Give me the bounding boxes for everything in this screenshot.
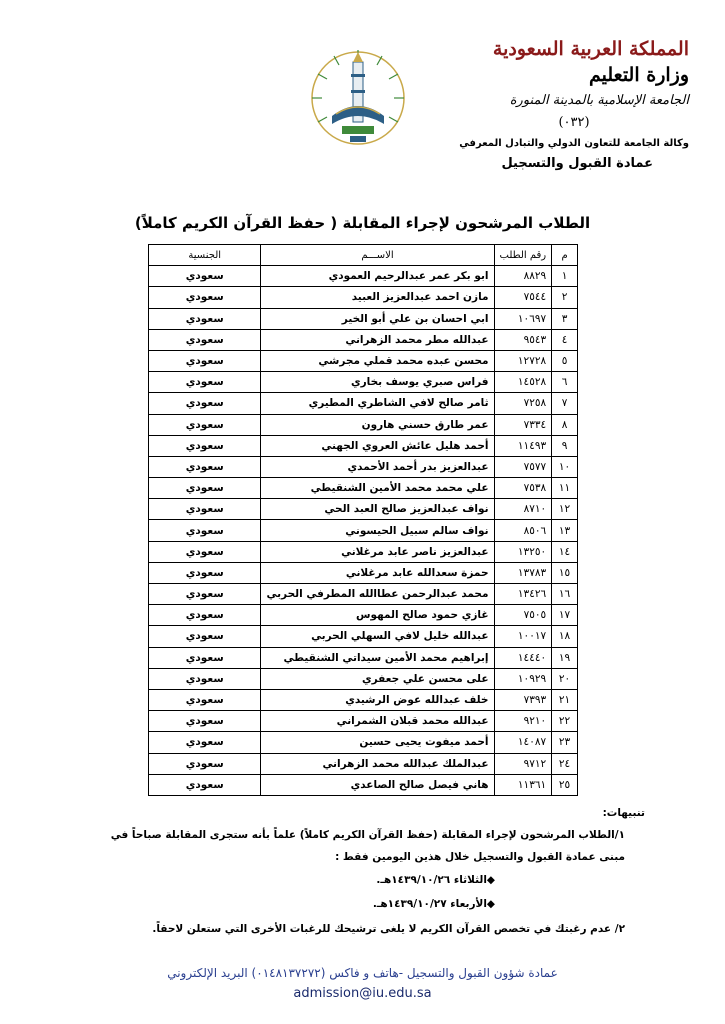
- application-number-cell: ١١٣٦١: [494, 774, 552, 795]
- table-row: [149, 372, 578, 393]
- row-number-cell: ١٥: [552, 562, 578, 583]
- table-row: [149, 287, 578, 308]
- nationality-cell: سعودي: [149, 647, 261, 668]
- table-row: [149, 605, 578, 626]
- agency-name: وكالة الجامعة للتعاون الدولي والتبادل المعرفي: [459, 138, 689, 149]
- row-number-cell: ١٧: [552, 605, 578, 626]
- application-number-cell: ١٤٥٢٨: [494, 372, 552, 393]
- application-number-cell: ٧٢٥٨: [494, 393, 552, 414]
- islamic-university-emblem-icon: [304, 44, 412, 152]
- application-number-cell: ١١٤٩٣: [494, 435, 552, 456]
- student-name-cell: عبدالملك عبدالله محمد الزهراني: [261, 753, 494, 774]
- nationality-cell: سعودي: [149, 541, 261, 562]
- application-number-cell: ١٤٤٤٠: [494, 647, 552, 668]
- application-number-cell: ٨٥٠٦: [494, 520, 552, 541]
- nationality-cell: سعودي: [149, 372, 261, 393]
- application-number-cell: ٩٢١٠: [494, 711, 552, 732]
- row-number-cell: ٢٤: [552, 753, 578, 774]
- table-row: [149, 774, 578, 795]
- candidates-table: [148, 244, 578, 796]
- row-number-cell: ٤: [552, 329, 578, 350]
- nationality-cell: سعودي: [149, 668, 261, 689]
- nationality-cell: سعودي: [149, 626, 261, 647]
- application-number-cell: ٧٣٩٣: [494, 689, 552, 710]
- application-number-cell: ٧٥٤٤: [494, 287, 552, 308]
- table-row: [149, 456, 578, 477]
- row-number-cell: ٢٥: [552, 774, 578, 795]
- deanship-name: عمادة القبول والتسجيل: [501, 156, 653, 171]
- nationality-cell: سعودي: [149, 266, 261, 287]
- note-other-preferences: ٢/ عدم رغبتك في تخصص القرآن الكريم لا يلغى ترشيحك للرغبات الأخرى التي ستعلن لاحقاً.: [152, 923, 625, 935]
- note-interview-info: ١/الطلاب المرشحون لإجراء المقابلة (حفظ القرآن الكريم كاملاً) علماً بأنه ستجرى المقابلة صباحاً في مبنى عمادة القبول والتسجيل خلال هذين اليومين فقط :: [110, 829, 625, 863]
- row-number-cell: ٢: [552, 287, 578, 308]
- column-header-application-number: رقم الطلب: [494, 245, 552, 266]
- student-name-cell: ابو بكر عمر عبدالرحيم العمودي: [261, 266, 494, 287]
- student-name-cell: أحمد ميفوت يحيى حسين: [261, 732, 494, 753]
- table-row: [149, 711, 578, 732]
- row-number-cell: ١٩: [552, 647, 578, 668]
- column-header-nationality: الجنسية: [149, 245, 261, 266]
- nationality-cell: سعودي: [149, 499, 261, 520]
- table-row: [149, 350, 578, 371]
- nationality-cell: سعودي: [149, 689, 261, 710]
- application-number-cell: ١٣٤٢٦: [494, 584, 552, 605]
- row-number-cell: ١٤: [552, 541, 578, 562]
- student-name-cell: خلف عبدالله عوض الرشيدي: [261, 689, 494, 710]
- row-number-cell: ٥: [552, 350, 578, 371]
- nationality-cell: سعودي: [149, 287, 261, 308]
- ministry-name: وزارة التعليم: [588, 64, 689, 86]
- table-row: [149, 584, 578, 605]
- nationality-cell: سعودي: [149, 435, 261, 456]
- application-number-cell: ١٣٧٨٣: [494, 562, 552, 583]
- row-number-cell: ٢١: [552, 689, 578, 710]
- nationality-cell: سعودي: [149, 520, 261, 541]
- student-name-cell: محسن عبده محمد قملي مجرشي: [261, 350, 494, 371]
- column-header-number: م: [552, 245, 578, 266]
- student-name-cell: على محسن علي جعفري: [261, 668, 494, 689]
- student-name-cell: محمد عبدالرحمن عطاالله المطرفي الحربي: [261, 584, 494, 605]
- table-row: [149, 562, 578, 583]
- nationality-cell: سعودي: [149, 605, 261, 626]
- student-name-cell: ثامر صالح لافي الشاطري المطيري: [261, 393, 494, 414]
- footer-email-link[interactable]: admission@iu.edu.sa: [293, 986, 432, 1001]
- student-name-cell: إبراهيم محمد الأمين سيداتي الشنقيطي: [261, 647, 494, 668]
- table-header-row: [149, 245, 578, 266]
- application-number-cell: ١٢٧٢٨: [494, 350, 552, 371]
- notes-heading: تنبيهات:: [602, 807, 645, 819]
- application-number-cell: ١٣٢٥٠: [494, 541, 552, 562]
- application-number-cell: ٩٥٤٣: [494, 329, 552, 350]
- university-name: الجامعة الإسلامية بالمدينة المنورة: [509, 93, 689, 108]
- table-row: [149, 541, 578, 562]
- application-number-cell: ٧٣٣٤: [494, 414, 552, 435]
- nationality-cell: سعودي: [149, 562, 261, 583]
- application-number-cell: ٧٥٧٧: [494, 456, 552, 477]
- table-row: [149, 499, 578, 520]
- table-row: [149, 414, 578, 435]
- row-number-cell: ٣: [552, 308, 578, 329]
- nationality-cell: سعودي: [149, 732, 261, 753]
- student-name-cell: عبدالله مطر محمد الزهراني: [261, 329, 494, 350]
- application-number-cell: ١٠٠١٧: [494, 626, 552, 647]
- row-number-cell: ٨: [552, 414, 578, 435]
- student-name-cell: عبدالله خليل لافي السهلي الحربي: [261, 626, 494, 647]
- student-name-cell: عبدالله محمد قبلان الشمراني: [261, 711, 494, 732]
- letterhead-code: (٠٣٢): [558, 115, 590, 130]
- table-row: [149, 668, 578, 689]
- nationality-cell: سعودي: [149, 711, 261, 732]
- student-name-cell: عمر طارق حسني هارون: [261, 414, 494, 435]
- application-number-cell: ٨٨٢٩: [494, 266, 552, 287]
- student-name-cell: حمزة سعدالله عابد مرغلاني: [261, 562, 494, 583]
- application-number-cell: ٩٧١٢: [494, 753, 552, 774]
- kingdom-name: المملكة العربية السعودية: [492, 38, 689, 60]
- letterhead: [459, 38, 689, 174]
- student-name-cell: نواف عبدالعزيز صالح العبد الحي: [261, 499, 494, 520]
- table-row: [149, 478, 578, 499]
- table-row: [149, 435, 578, 456]
- notes-section: [105, 802, 645, 940]
- nationality-cell: سعودي: [149, 753, 261, 774]
- row-number-cell: ٦: [552, 372, 578, 393]
- student-name-cell: غازي حمود صالح المهوس: [261, 605, 494, 626]
- row-number-cell: ٩: [552, 435, 578, 456]
- row-number-cell: ٢٠: [552, 668, 578, 689]
- nationality-cell: سعودي: [149, 774, 261, 795]
- interview-date-wednesday: ◆الأربعاء ١٤٣٩/١٠/٢٧هـ.: [372, 898, 495, 910]
- student-name-cell: عبدالعزيز ناصر عابد مرغلاني: [261, 541, 494, 562]
- table-row: [149, 393, 578, 414]
- student-name-cell: علي محمد محمد الأمين الشنقيطي: [261, 478, 494, 499]
- student-name-cell: فراس صبري يوسف بخاري: [261, 372, 494, 393]
- row-number-cell: ١٢: [552, 499, 578, 520]
- nationality-cell: سعودي: [149, 329, 261, 350]
- student-name-cell: نواف سالم سبيل الحيسوني: [261, 520, 494, 541]
- row-number-cell: ١٠: [552, 456, 578, 477]
- row-number-cell: ١٦: [552, 584, 578, 605]
- nationality-cell: سعودي: [149, 393, 261, 414]
- student-name-cell: ابي احسان بن علي أبو الخير: [261, 308, 494, 329]
- row-number-cell: ٢٢: [552, 711, 578, 732]
- nationality-cell: سعودي: [149, 414, 261, 435]
- nationality-cell: سعودي: [149, 308, 261, 329]
- document-title: الطلاب المرشحون لإجراء المقابلة ( حفظ القرآن الكريم كاملاً): [134, 214, 591, 232]
- row-number-cell: ١٣: [552, 520, 578, 541]
- interview-date-tuesday: ◆الثلاثاء ١٤٣٩/١٠/٢٦هـ.: [376, 874, 495, 886]
- application-number-cell: ٧٥٠٥: [494, 605, 552, 626]
- table-row: [149, 520, 578, 541]
- row-number-cell: ١١: [552, 478, 578, 499]
- footer: [0, 966, 725, 1001]
- row-number-cell: ٧: [552, 393, 578, 414]
- table-row: [149, 329, 578, 350]
- application-number-cell: ١٠٩٢٩: [494, 668, 552, 689]
- row-number-cell: ١: [552, 266, 578, 287]
- student-name-cell: أحمد هليل عائش العروي الجهني: [261, 435, 494, 456]
- nationality-cell: سعودي: [149, 478, 261, 499]
- table-row: [149, 732, 578, 753]
- footer-contact-text: عمادة شؤون القبول والتسجيل -هاتف و فاكس (٠١٤٨١٣٧٢٧٢) البريد الإلكتروني: [167, 966, 558, 980]
- student-name-cell: هاني فيصل صالح الصاعدي: [261, 774, 494, 795]
- table-row: [149, 308, 578, 329]
- application-number-cell: ١٠٦٩٧: [494, 308, 552, 329]
- table-row: [149, 689, 578, 710]
- table-row: [149, 266, 578, 287]
- table-row: [149, 647, 578, 668]
- student-name-cell: مازن احمد عبدالعزيز العبيد: [261, 287, 494, 308]
- application-number-cell: ١٤٠٨٧: [494, 732, 552, 753]
- column-header-name: الاســـم: [261, 245, 494, 266]
- application-number-cell: ٧٥٣٨: [494, 478, 552, 499]
- row-number-cell: ٢٣: [552, 732, 578, 753]
- student-name-cell: عبدالعزيز بدر أحمد الأحمدي: [261, 456, 494, 477]
- table-row: [149, 753, 578, 774]
- row-number-cell: ١٨: [552, 626, 578, 647]
- application-number-cell: ٨٧١٠: [494, 499, 552, 520]
- nationality-cell: سعودي: [149, 456, 261, 477]
- nationality-cell: سعودي: [149, 350, 261, 371]
- nationality-cell: سعودي: [149, 584, 261, 605]
- table-row: [149, 626, 578, 647]
